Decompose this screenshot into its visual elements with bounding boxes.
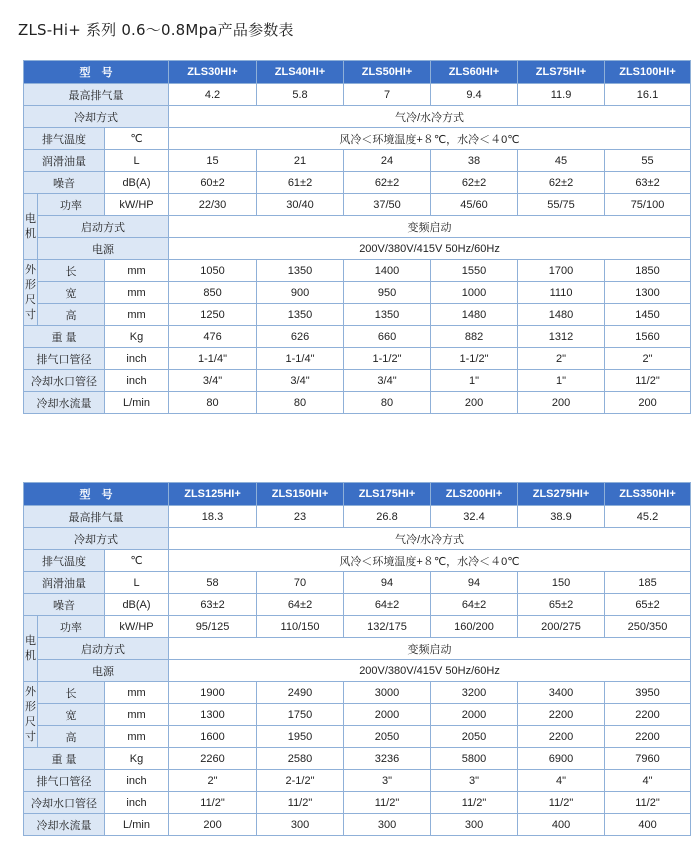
water-pipe-cell: 3/4"	[344, 370, 431, 392]
model-header-label: 型 号	[24, 61, 169, 84]
width-label: 宽	[38, 282, 105, 304]
noise-cell: 65±2	[518, 594, 605, 616]
dimension-group-label	[24, 682, 38, 748]
height-cell: 1600	[169, 726, 257, 748]
exhaust-temp-unit: ℃	[105, 550, 169, 572]
oil-cell: 45	[518, 150, 605, 172]
power-supply-value: 200V/380V/415V 50Hz/60Hz	[169, 660, 691, 682]
width-label: 宽	[38, 704, 105, 726]
height-cell: 1950	[257, 726, 344, 748]
oil-label: 润滑油量	[24, 572, 105, 594]
oil-cell: 15	[169, 150, 257, 172]
outlet-cell: 2"	[169, 770, 257, 792]
noise-unit: dB(A)	[105, 172, 169, 194]
width-cell: 1300	[605, 282, 691, 304]
power-cell: 75/100	[605, 194, 691, 216]
page-title: ZLS-Hi+ 系列 0.6～0.8Mpa产品参数表	[18, 21, 294, 39]
water-pipe-cell: 11/2"	[518, 792, 605, 814]
power-supply-label: 电源	[38, 238, 169, 260]
outlet-cell: 1-1/2"	[344, 348, 431, 370]
power-unit: kW/HP	[105, 194, 169, 216]
cooling-value: 气冷/水冷方式	[169, 528, 691, 550]
dimension-group-char: 寸	[25, 308, 36, 321]
dimension-group-char: 寸	[25, 730, 36, 743]
water-pipe-label: 冷却水口管径	[24, 370, 105, 392]
water-pipe-unit: inch	[105, 370, 169, 392]
power-cell: 95/125	[169, 616, 257, 638]
weight-cell: 6900	[518, 748, 605, 770]
power-label: 功率	[38, 194, 105, 216]
outlet-label: 排气口管径	[24, 770, 105, 792]
power-cell: 22/30	[169, 194, 257, 216]
outlet-cell: 2-1/2"	[257, 770, 344, 792]
water-flow-cell: 300	[257, 814, 344, 836]
power-supply-label: 电源	[38, 660, 169, 682]
weight-unit: Kg	[105, 748, 169, 770]
width-cell: 2200	[518, 704, 605, 726]
water-pipe-label: 冷却水口管径	[24, 792, 105, 814]
width-cell: 2000	[344, 704, 431, 726]
max-exhaust-cell: 26.8	[344, 506, 431, 528]
weight-cell: 3236	[344, 748, 431, 770]
water-pipe-cell: 11/2"	[344, 792, 431, 814]
noise-cell: 60±2	[169, 172, 257, 194]
water-flow-cell: 80	[257, 392, 344, 414]
water-pipe-cell: 11/2"	[169, 792, 257, 814]
oil-cell: 24	[344, 150, 431, 172]
water-flow-cell: 200	[605, 392, 691, 414]
oil-cell: 55	[605, 150, 691, 172]
model-header-label: 型 号	[24, 483, 169, 506]
height-label: 高	[38, 304, 105, 326]
length-cell: 1850	[605, 260, 691, 282]
outlet-unit: inch	[105, 348, 169, 370]
dimension-group-char: 尺	[25, 293, 36, 306]
weight-cell: 7960	[605, 748, 691, 770]
length-unit: mm	[105, 260, 169, 282]
water-flow-label: 冷却水流量	[24, 814, 105, 836]
cooling-label: 冷却方式	[24, 528, 169, 550]
width-unit: mm	[105, 282, 169, 304]
water-flow-cell: 300	[344, 814, 431, 836]
weight-cell: 5800	[431, 748, 518, 770]
length-cell: 1050	[169, 260, 257, 282]
noise-cell: 62±2	[518, 172, 605, 194]
oil-cell: 70	[257, 572, 344, 594]
dimension-group-char: 尺	[25, 715, 36, 728]
max-exhaust-cell: 7	[344, 84, 431, 106]
length-cell: 1700	[518, 260, 605, 282]
dimension-group-char: 形	[25, 700, 36, 713]
power-cell: 110/150	[257, 616, 344, 638]
max-exhaust-cell: 38.9	[518, 506, 605, 528]
oil-unit: L	[105, 150, 169, 172]
outlet-cell: 1-1/4"	[169, 348, 257, 370]
water-pipe-cell: 1"	[431, 370, 518, 392]
height-cell: 1350	[344, 304, 431, 326]
oil-label: 润滑油量	[24, 150, 105, 172]
model-column-header: ZLS75HI+	[518, 61, 605, 84]
max-exhaust-cell: 9.4	[431, 84, 518, 106]
width-cell: 2200	[605, 704, 691, 726]
water-flow-cell: 400	[605, 814, 691, 836]
noise-cell: 65±2	[605, 594, 691, 616]
height-cell: 2200	[605, 726, 691, 748]
cooling-value: 气冷/水冷方式	[169, 106, 691, 128]
water-flow-unit: L/min	[105, 392, 169, 414]
oil-cell: 38	[431, 150, 518, 172]
noise-cell: 64±2	[257, 594, 344, 616]
start-method-label: 启动方式	[38, 638, 169, 660]
exhaust-temp-label: 排气温度	[24, 128, 105, 150]
weight-cell: 1560	[605, 326, 691, 348]
start-method-label: 启动方式	[38, 216, 169, 238]
width-cell: 1300	[169, 704, 257, 726]
motor-group-char: 电	[25, 634, 36, 647]
outlet-cell: 2"	[518, 348, 605, 370]
water-flow-cell: 200	[169, 814, 257, 836]
noise-cell: 62±2	[431, 172, 518, 194]
oil-cell: 58	[169, 572, 257, 594]
dimension-group-char: 形	[25, 278, 36, 291]
max-exhaust-cell: 5.8	[257, 84, 344, 106]
water-pipe-cell: 11/2"	[605, 370, 691, 392]
height-cell: 1480	[518, 304, 605, 326]
max-exhaust-cell: 11.9	[518, 84, 605, 106]
water-pipe-unit: inch	[105, 792, 169, 814]
water-flow-cell: 200	[518, 392, 605, 414]
motor-group-char: 机	[25, 227, 36, 240]
weight-cell: 626	[257, 326, 344, 348]
length-cell: 1400	[344, 260, 431, 282]
weight-label: 重 量	[24, 748, 105, 770]
height-cell: 1350	[257, 304, 344, 326]
weight-cell: 2260	[169, 748, 257, 770]
width-cell: 1750	[257, 704, 344, 726]
water-flow-label: 冷却水流量	[24, 392, 105, 414]
model-column-header: ZLS175HI+	[344, 483, 431, 506]
oil-cell: 94	[431, 572, 518, 594]
weight-unit: Kg	[105, 326, 169, 348]
max-exhaust-label: 最高排气量	[24, 506, 169, 528]
exhaust-temp-label: 排气温度	[24, 550, 105, 572]
oil-cell: 94	[344, 572, 431, 594]
oil-cell: 150	[518, 572, 605, 594]
model-column-header: ZLS275HI+	[518, 483, 605, 506]
height-label: 高	[38, 726, 105, 748]
spec-table-2	[23, 482, 691, 836]
length-label: 长	[38, 260, 105, 282]
start-method-value: 变频启动	[169, 216, 691, 238]
weight-cell: 2580	[257, 748, 344, 770]
height-unit: mm	[105, 726, 169, 748]
water-flow-cell: 200	[431, 392, 518, 414]
max-exhaust-label: 最高排气量	[24, 84, 169, 106]
length-unit: mm	[105, 682, 169, 704]
height-cell: 2200	[518, 726, 605, 748]
max-exhaust-cell: 4.2	[169, 84, 257, 106]
width-cell: 1000	[431, 282, 518, 304]
weight-cell: 882	[431, 326, 518, 348]
model-column-header: ZLS200HI+	[431, 483, 518, 506]
noise-unit: dB(A)	[105, 594, 169, 616]
model-column-header: ZLS100HI+	[605, 61, 691, 84]
width-unit: mm	[105, 704, 169, 726]
water-flow-cell: 80	[169, 392, 257, 414]
start-method-value: 变频启动	[169, 638, 691, 660]
dimension-group-label	[24, 260, 38, 326]
oil-unit: L	[105, 572, 169, 594]
height-cell: 1250	[169, 304, 257, 326]
dimension-group-char: 外	[25, 685, 36, 698]
height-cell: 1480	[431, 304, 518, 326]
water-flow-unit: L/min	[105, 814, 169, 836]
width-cell: 900	[257, 282, 344, 304]
power-cell: 132/175	[344, 616, 431, 638]
noise-cell: 61±2	[257, 172, 344, 194]
width-cell: 850	[169, 282, 257, 304]
outlet-unit: inch	[105, 770, 169, 792]
max-exhaust-cell: 16.1	[605, 84, 691, 106]
outlet-cell: 1-1/4"	[257, 348, 344, 370]
power-cell: 30/40	[257, 194, 344, 216]
spec-table-1	[23, 60, 691, 414]
power-cell: 200/275	[518, 616, 605, 638]
length-cell: 2490	[257, 682, 344, 704]
weight-cell: 1312	[518, 326, 605, 348]
water-flow-cell: 80	[344, 392, 431, 414]
model-column-header: ZLS50HI+	[344, 61, 431, 84]
length-label: 长	[38, 682, 105, 704]
oil-cell: 21	[257, 150, 344, 172]
outlet-cell: 3"	[431, 770, 518, 792]
noise-cell: 62±2	[344, 172, 431, 194]
exhaust-temp-value: 风冷＜环境温度+８℃，水冷＜４0℃	[169, 128, 691, 150]
height-cell: 2050	[344, 726, 431, 748]
motor-group-char: 电	[25, 212, 36, 225]
noise-label: 噪音	[24, 594, 105, 616]
model-column-header: ZLS60HI+	[431, 61, 518, 84]
model-column-header: ZLS350HI+	[605, 483, 691, 506]
length-cell: 3200	[431, 682, 518, 704]
water-pipe-cell: 11/2"	[605, 792, 691, 814]
outlet-label: 排气口管径	[24, 348, 105, 370]
oil-cell: 185	[605, 572, 691, 594]
water-flow-cell: 300	[431, 814, 518, 836]
weight-cell: 476	[169, 326, 257, 348]
outlet-cell: 1-1/2"	[431, 348, 518, 370]
water-pipe-cell: 3/4"	[257, 370, 344, 392]
water-pipe-cell: 1"	[518, 370, 605, 392]
model-column-header: ZLS40HI+	[257, 61, 344, 84]
height-cell: 2050	[431, 726, 518, 748]
outlet-cell: 4"	[605, 770, 691, 792]
outlet-cell: 2"	[605, 348, 691, 370]
dimension-group-char: 外	[25, 263, 36, 276]
power-cell: 55/75	[518, 194, 605, 216]
model-column-header: ZLS30HI+	[169, 61, 257, 84]
water-pipe-cell: 11/2"	[257, 792, 344, 814]
water-pipe-cell: 3/4"	[169, 370, 257, 392]
noise-cell: 64±2	[344, 594, 431, 616]
noise-label: 噪音	[24, 172, 105, 194]
noise-cell: 63±2	[605, 172, 691, 194]
power-cell: 37/50	[344, 194, 431, 216]
motor-group-label	[24, 616, 38, 682]
length-cell: 1900	[169, 682, 257, 704]
length-cell: 3400	[518, 682, 605, 704]
water-pipe-cell: 11/2"	[431, 792, 518, 814]
exhaust-temp-unit: ℃	[105, 128, 169, 150]
water-flow-cell: 400	[518, 814, 605, 836]
height-cell: 1450	[605, 304, 691, 326]
outlet-cell: 4"	[518, 770, 605, 792]
model-column-header: ZLS125HI+	[169, 483, 257, 506]
max-exhaust-cell: 23	[257, 506, 344, 528]
noise-cell: 63±2	[169, 594, 257, 616]
model-column-header: ZLS150HI+	[257, 483, 344, 506]
weight-label: 重 量	[24, 326, 105, 348]
power-cell: 250/350	[605, 616, 691, 638]
length-cell: 3950	[605, 682, 691, 704]
power-cell: 160/200	[431, 616, 518, 638]
power-label: 功率	[38, 616, 105, 638]
max-exhaust-cell: 18.3	[169, 506, 257, 528]
max-exhaust-cell: 45.2	[605, 506, 691, 528]
power-supply-value: 200V/380V/415V 50Hz/60Hz	[169, 238, 691, 260]
power-unit: kW/HP	[105, 616, 169, 638]
motor-group-char: 机	[25, 649, 36, 662]
cooling-label: 冷却方式	[24, 106, 169, 128]
exhaust-temp-value: 风冷＜环境温度+８℃，水冷＜４0℃	[169, 550, 691, 572]
noise-cell: 64±2	[431, 594, 518, 616]
height-unit: mm	[105, 304, 169, 326]
length-cell: 3000	[344, 682, 431, 704]
length-cell: 1550	[431, 260, 518, 282]
max-exhaust-cell: 32.4	[431, 506, 518, 528]
power-cell: 45/60	[431, 194, 518, 216]
weight-cell: 660	[344, 326, 431, 348]
outlet-cell: 3"	[344, 770, 431, 792]
width-cell: 2000	[431, 704, 518, 726]
width-cell: 950	[344, 282, 431, 304]
width-cell: 1110	[518, 282, 605, 304]
length-cell: 1350	[257, 260, 344, 282]
motor-group-label	[24, 194, 38, 260]
